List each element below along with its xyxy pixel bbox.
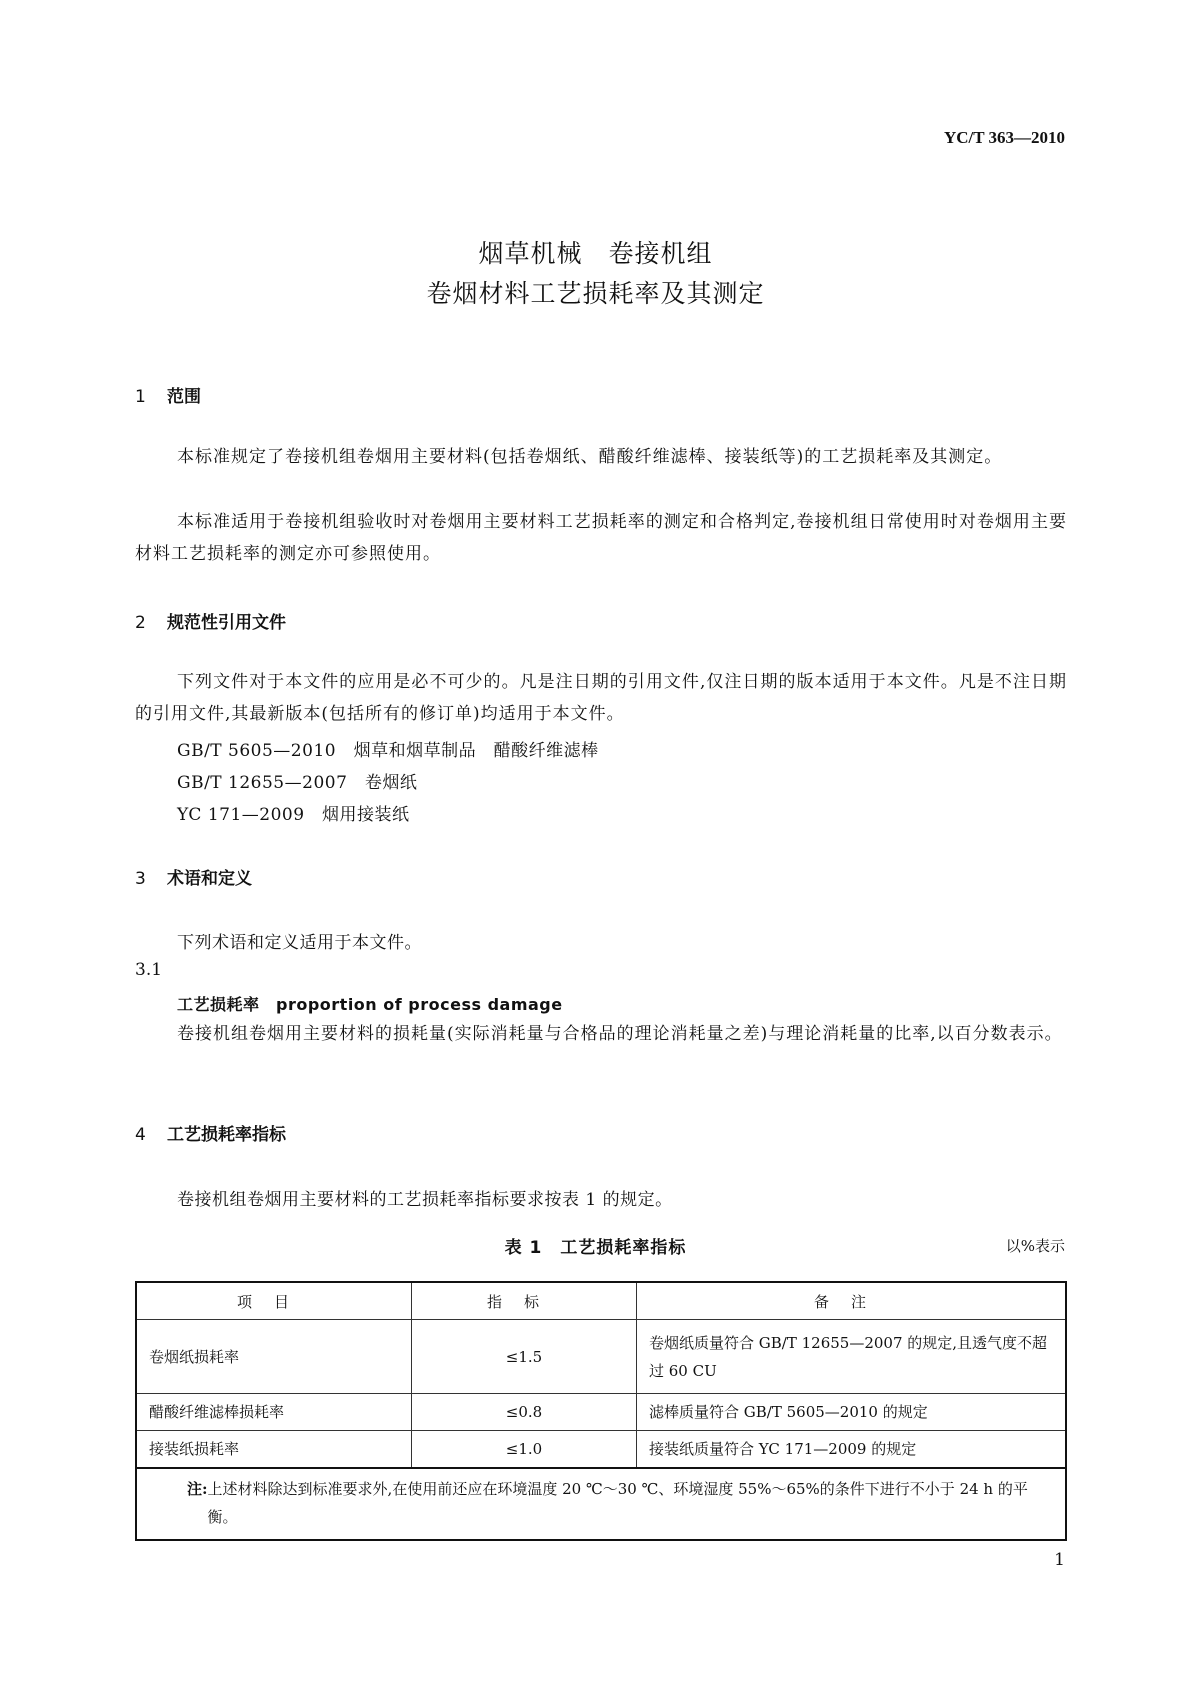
cell: ≤1.0: [412, 1431, 637, 1469]
note-label: 注:: [187, 1480, 208, 1498]
paragraph: 卷接机组卷烟用主要材料的工艺损耗率指标要求按表 1 的规定。: [177, 1190, 673, 1210]
table-caption: 表 1 工艺损耗率指标: [504, 1238, 687, 1258]
column-header: 项目: [136, 1282, 412, 1320]
paragraph: 本标准适用于卷接机组验收时对卷烟用主要材料工艺损耗率的测定和合格判定,卷接机组日常使用时对卷烟用主要材料工艺损耗率的测定亦可参照使用。: [135, 512, 1067, 564]
cell: ≤1.5: [412, 1320, 637, 1394]
paragraph: 下列术语和定义适用于本文件。: [177, 933, 422, 953]
column-header: 备注: [637, 1282, 1067, 1320]
table-row: [136, 1320, 1066, 1394]
cell: 卷烟纸质量符合 GB/T 12655—2007 的规定,且透气度不超过 60 CU: [637, 1320, 1067, 1394]
section-heading: 4 工艺损耗率指标: [135, 1125, 286, 1145]
table-row: [136, 1431, 1066, 1469]
cell: 接装纸质量符合 YC 171—2009 的规定: [637, 1431, 1067, 1469]
title-line-2: 卷烟材料工艺损耗率及其测定: [426, 279, 765, 308]
table-unit: 以%表示: [1005, 1237, 1065, 1255]
paragraph: 本标准规定了卷接机组卷烟用主要材料(包括卷烟纸、醋酸纤维滤棒、接装纸等)的工艺损耗率及其测定。: [177, 447, 1003, 467]
reference-item: GB/T 12655—2007 卷烟纸: [177, 773, 418, 793]
loss-rate-table: [135, 1281, 1067, 1541]
cell: 滤棒质量符合 GB/T 5605—2010 的规定: [637, 1394, 1067, 1431]
clause-number: 3.1: [135, 960, 163, 980]
reference-item: GB/T 5605—2010 烟草和烟草制品 醋酸纤维滤棒: [177, 741, 599, 761]
title-line-1: 烟草机械 卷接机组: [478, 239, 713, 268]
cell: ≤0.8: [412, 1394, 637, 1431]
table-row: [136, 1394, 1066, 1431]
section-heading: 2 规范性引用文件: [135, 613, 286, 633]
page-number: 1: [1054, 1550, 1065, 1570]
cell: 醋酸纤维滤棒损耗率: [136, 1394, 412, 1431]
term-title: 工艺损耗率 proportion of process damage: [177, 995, 563, 1014]
note-text: 上述材料除达到标准要求外,在使用前还应在环境温度 20 ℃～30 ℃、环境湿度 55%～65%的条件下进行不小于 24 h 的平衡。: [207, 1480, 1028, 1526]
term-definition: 卷接机组卷烟用主要材料的损耗量(实际消耗量与合格品的理论消耗量之差)与理论消耗量的比率,以百分数表示。: [177, 1024, 1063, 1044]
cell: 卷烟纸损耗率: [136, 1320, 412, 1394]
paragraph: 下列文件对于本文件的应用是必不可少的。凡是注日期的引用文件,仅注日期的版本适用于本文件。凡是不注日期的引用文件,其最新版本(包括所有的修订单)均适用于本文件。: [135, 672, 1067, 724]
reference-item: YC 171—2009 烟用接装纸: [177, 805, 410, 825]
column-header: 指标: [412, 1282, 637, 1320]
cell: 接装纸损耗率: [136, 1431, 412, 1469]
section-heading: 3 术语和定义: [135, 869, 252, 889]
table-header-row: [136, 1282, 1066, 1320]
table-note-row: [136, 1468, 1066, 1540]
standard-code: YC/T 363—2010: [943, 128, 1065, 147]
section-heading: 1 范围: [135, 387, 201, 407]
